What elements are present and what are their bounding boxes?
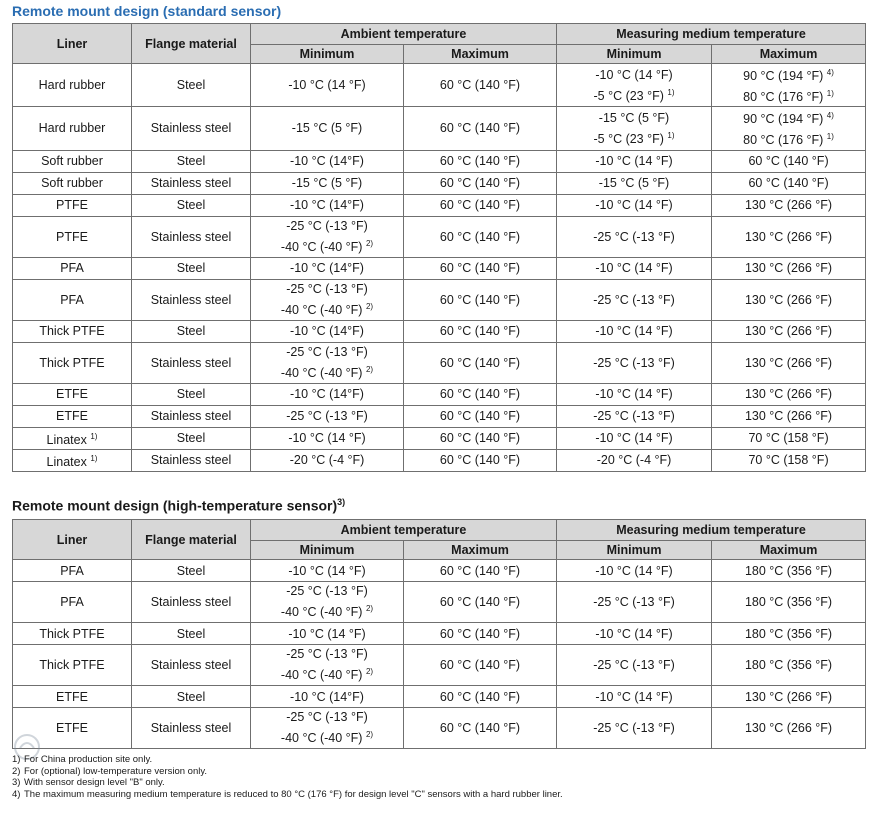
ambient-min-line: -25 °C (-13 °F) — [286, 282, 368, 297]
cell-medium-max — [712, 279, 866, 320]
header-medium-temperature: Measuring medium temperature — [557, 520, 866, 541]
ambient-min-line: -25 °C (-13 °F) — [286, 647, 368, 662]
table-row — [13, 686, 866, 708]
cell-liner: PFA — [13, 279, 132, 320]
ambient-min-line: -10 °C (14 °F) — [288, 626, 366, 641]
medium-min-line: -25 °C (-13 °F) — [593, 595, 675, 609]
cell-ambient-min — [251, 107, 404, 150]
cell-ambient-max: 60 °C (140 °F) — [404, 279, 557, 320]
cell-ambient-max: 60 °C (140 °F) — [404, 257, 557, 279]
cell-flange-material: Stainless steel — [132, 582, 251, 623]
footnote-item — [12, 777, 563, 789]
ambient-min-line: -15 °C (5 °F) — [291, 121, 363, 136]
cell-medium-min — [557, 645, 712, 686]
cell-medium-max — [712, 194, 866, 216]
cell-medium-max — [712, 623, 866, 645]
cell-ambient-min — [251, 449, 404, 471]
footnote-ref: 1) — [826, 132, 834, 142]
medium-max-line: 130 °C (266 °F) — [744, 721, 833, 735]
footnote-text: For China production site only. — [24, 754, 153, 765]
header-medium-min: Minimum — [557, 541, 712, 560]
header-liner: Liner — [13, 520, 132, 560]
cell-liner: ETFE — [13, 383, 132, 405]
cell-ambient-min — [251, 582, 404, 623]
ambient-min-line: -25 °C (-13 °F) — [286, 710, 368, 725]
standard-sensor-table — [12, 23, 866, 472]
ambient-min-line: -10 °C (14 °F) — [288, 78, 366, 93]
table-row — [13, 708, 866, 749]
table-row — [13, 107, 866, 150]
medium-max-line: 180 °C (356 °F) — [744, 563, 833, 578]
footnote-ref: 2) — [365, 604, 374, 614]
header-liner: Liner — [13, 24, 132, 64]
cell-ambient-max: 60 °C (140 °F) — [404, 686, 557, 708]
medium-min-line: -10 °C (14 °F) — [595, 261, 673, 276]
cell-medium-min — [557, 560, 712, 582]
medium-max-line: 60 °C (140 °F) — [748, 176, 829, 191]
header-medium-max: Maximum — [712, 541, 866, 560]
footnotes — [12, 754, 563, 800]
cell-flange-material: Steel — [132, 686, 251, 708]
medium-min-line: -10 °C (14 °F) — [595, 563, 673, 578]
table-row — [13, 405, 866, 427]
table-row — [13, 623, 866, 645]
header-medium-max: Maximum — [712, 45, 866, 64]
cell-flange-material: Stainless steel — [132, 279, 251, 320]
cell-ambient-max: 60 °C (140 °F) — [404, 172, 557, 194]
ambient-min-line: -25 °C (-13 °F) — [286, 409, 368, 424]
ambient-min-line: -15 °C (5 °F) — [291, 176, 363, 191]
cell-flange-material: Steel — [132, 194, 251, 216]
cell-medium-min — [557, 342, 712, 383]
ambient-min-line: -25 °C (-13 °F) — [286, 584, 368, 599]
cell-ambient-min — [251, 427, 404, 449]
cell-liner: PFA — [13, 560, 132, 582]
medium-min-line: -25 °C (-13 °F) — [593, 292, 675, 307]
footnote-ref: 2) — [365, 239, 374, 249]
medium-min-line: -25 °C (-13 °F) — [593, 355, 675, 370]
ambient-min-line: -10 °C (14°F) — [290, 689, 364, 704]
medium-max-line: 70 °C (158 °F) — [748, 453, 829, 468]
medium-max-line: 130 °C (266 °F) — [744, 198, 833, 213]
high-temp-sensor-table — [12, 519, 866, 749]
high-temp-sensor-rows — [13, 560, 866, 749]
cell-flange-material: Stainless steel — [132, 645, 251, 686]
cell-flange-material: Steel — [132, 150, 251, 172]
medium-min-line: -10 °C (14 °F) — [595, 67, 673, 82]
cell-medium-min — [557, 257, 712, 279]
cell-medium-max — [712, 582, 866, 623]
cell-ambient-min — [251, 64, 404, 107]
footnote-number: 2) — [12, 765, 21, 777]
cell-ambient-min — [251, 216, 404, 257]
cell-medium-min — [557, 64, 712, 107]
cell-ambient-max: 60 °C (140 °F) — [404, 107, 557, 150]
cell-medium-min — [557, 427, 712, 449]
cell-liner: PTFE — [13, 216, 132, 257]
medium-max-line: 130 °C (266 °F) — [744, 229, 833, 244]
footnote-item — [12, 766, 563, 778]
table-row — [13, 216, 866, 257]
footnote-ref: 1) — [667, 87, 675, 97]
cell-flange-material: Steel — [132, 320, 251, 342]
header-medium-temperature: Measuring medium temperature — [557, 24, 866, 45]
cell-ambient-max: 60 °C (140 °F) — [404, 194, 557, 216]
medium-min-line: -5 °C (23 °F) $^{1)}$ — [593, 87, 675, 103]
ambient-min-line: -40 °C (-40 °F) $^{2)}$ — [280, 239, 374, 255]
cell-liner: ETFE — [13, 708, 132, 749]
cell-flange-material: Steel — [132, 427, 251, 449]
ambient-min-line: -10 °C (14°F) — [290, 198, 364, 213]
cell-ambient-max: 60 °C (140 °F) — [404, 216, 557, 257]
cell-ambient-max: 60 °C (140 °F) — [404, 427, 557, 449]
cell-medium-max — [712, 645, 866, 686]
ambient-min-line: -20 °C (-4 °F) — [289, 453, 365, 468]
medium-min-line: -25 °C (-13 °F) — [593, 721, 675, 735]
cell-medium-min — [557, 708, 712, 749]
footnote-ref: 2) — [365, 730, 374, 740]
cell-flange-material: Stainless steel — [132, 216, 251, 257]
footnote-ref: 2) — [365, 365, 374, 375]
footnote-ref: 1) — [826, 89, 834, 99]
cell-medium-max — [712, 320, 866, 342]
cell-medium-min — [557, 623, 712, 645]
ambient-min-line: -40 °C (-40 °F) $^{2)}$ — [280, 604, 374, 620]
table-row — [13, 560, 866, 582]
cell-medium-min — [557, 320, 712, 342]
cell-ambient-max: 60 °C (140 °F) — [404, 405, 557, 427]
cell-ambient-min — [251, 257, 404, 279]
medium-min-line: -20 °C (-4 °F) — [596, 453, 672, 468]
footnote-text: For (optional) low-temperature version only. — [24, 765, 208, 777]
table-row — [13, 582, 866, 623]
table-row — [13, 342, 866, 383]
medium-max-line: 70 °C (158 °F) — [748, 431, 829, 446]
cell-liner: Linatex $^{1)}$ — [13, 449, 132, 471]
medium-max-line: 130 °C (266 °F) — [744, 387, 833, 402]
cell-medium-max — [712, 686, 866, 708]
medium-min-line: -10 °C (14 °F) — [595, 387, 673, 402]
header-ambient-max: Maximum — [404, 541, 557, 560]
cell-liner: Soft rubber — [13, 150, 132, 172]
cell-ambient-max: 60 °C (140 °F) — [404, 623, 557, 645]
cell-ambient-max: 60 °C (140 °F) — [404, 645, 557, 686]
footnote-ref: 1) — [667, 130, 675, 140]
cell-medium-min — [557, 582, 712, 623]
table-row — [13, 427, 866, 449]
ambient-min-line: -10 °C (14°F) — [290, 324, 364, 339]
cell-flange-material: Stainless steel — [132, 449, 251, 471]
medium-min-line: -15 °C (5 °F) — [598, 110, 670, 125]
medium-min-line: -10 °C (14 °F) — [595, 689, 673, 704]
cell-liner: Thick PTFE — [13, 342, 132, 383]
cell-ambient-min — [251, 279, 404, 320]
medium-max-line: 180 °C (356 °F) — [744, 658, 833, 672]
section-title-footnote-ref: 3) — [337, 497, 346, 507]
cell-liner: Thick PTFE — [13, 645, 132, 686]
cell-medium-min — [557, 449, 712, 471]
cell-medium-min — [557, 150, 712, 172]
cell-flange-material: Steel — [132, 623, 251, 645]
standard-sensor-rows — [13, 64, 866, 472]
cell-medium-max — [712, 64, 866, 107]
header-ambient-temperature: Ambient temperature — [251, 24, 557, 45]
table-row — [13, 645, 866, 686]
cell-medium-min — [557, 405, 712, 427]
ambient-min-line: -10 °C (14°F) — [290, 261, 364, 276]
medium-min-line: -25 °C (-13 °F) — [593, 658, 675, 672]
cell-medium-max — [712, 150, 866, 172]
cell-flange-material: Stainless steel — [132, 708, 251, 749]
section-title-high-temp — [12, 497, 345, 514]
table-row — [13, 172, 866, 194]
table-row — [13, 279, 866, 320]
medium-max-line: 130 °C (266 °F) — [744, 409, 833, 424]
cell-liner: Soft rubber — [13, 172, 132, 194]
cell-medium-max — [712, 257, 866, 279]
cell-medium-max — [712, 216, 866, 257]
medium-max-line: 90 °C (194 °F) $^{4)}$ — [743, 68, 834, 84]
cell-medium-min — [557, 279, 712, 320]
footnote-text: The maximum measuring medium temperature is reduced to 80 °C (176 °F) for design level "C" sensors with a hard rubber liner. — [24, 788, 563, 800]
header-flange-material: Flange material — [132, 520, 251, 560]
cell-medium-max — [712, 405, 866, 427]
cell-flange-material: Steel — [132, 257, 251, 279]
medium-min-line: -25 °C (-13 °F) — [593, 409, 675, 424]
medium-max-line: 180 °C (356 °F) — [744, 595, 833, 609]
cell-ambient-max: 60 °C (140 °F) — [404, 582, 557, 623]
ambient-min-line: -25 °C (-13 °F) — [286, 219, 368, 234]
footnote-text: With sensor design level "B" only. — [24, 777, 165, 788]
medium-max-line: 130 °C (266 °F) — [744, 689, 833, 704]
cell-flange-material: Steel — [132, 560, 251, 582]
cell-ambient-min — [251, 405, 404, 427]
medium-min-line: -25 °C (-13 °F) — [593, 229, 675, 244]
footnote-ref: 1) — [90, 431, 98, 441]
cell-medium-min — [557, 107, 712, 150]
ambient-min-line: -10 °C (14°F) — [290, 154, 364, 169]
medium-min-line: -5 °C (23 °F) $^{1)}$ — [593, 130, 675, 147]
cell-ambient-min — [251, 560, 404, 582]
cell-ambient-max: 60 °C (140 °F) — [404, 320, 557, 342]
cell-ambient-min — [251, 150, 404, 172]
table-row — [13, 449, 866, 471]
header-ambient-max: Maximum — [404, 45, 557, 64]
footnote-ref: 4) — [826, 68, 834, 77]
cell-ambient-max: 60 °C (140 °F) — [404, 383, 557, 405]
cell-liner: PTFE — [13, 194, 132, 216]
table-row — [13, 194, 866, 216]
ambient-min-line: -40 °C (-40 °F) $^{2)}$ — [280, 365, 374, 381]
cell-flange-material: Stainless steel — [132, 172, 251, 194]
ambient-min-line: -25 °C (-13 °F) — [286, 345, 368, 360]
cell-ambient-min — [251, 194, 404, 216]
cell-liner: PFA — [13, 582, 132, 623]
cell-medium-max — [712, 560, 866, 582]
cell-medium-max — [712, 107, 866, 150]
cell-liner: Linatex $^{1)}$ — [13, 427, 132, 449]
cell-liner: ETFE — [13, 405, 132, 427]
cell-medium-min — [557, 686, 712, 708]
medium-max-line: 130 °C (266 °F) — [744, 324, 833, 339]
medium-max-line: 130 °C (266 °F) — [744, 355, 833, 370]
medium-max-line: 80 °C (176 °F) $^{1)}$ — [743, 132, 834, 148]
cell-liner: ETFE — [13, 686, 132, 708]
cell-ambient-min — [251, 342, 404, 383]
medium-max-line: 130 °C (266 °F) — [744, 261, 833, 276]
footnote-number: 4) — [12, 788, 21, 800]
cell-ambient-max: 60 °C (140 °F) — [404, 342, 557, 383]
cell-ambient-min — [251, 383, 404, 405]
cell-medium-max — [712, 449, 866, 471]
footnote-ref: 2) — [365, 667, 374, 677]
cell-medium-max — [712, 708, 866, 749]
cell-flange-material: Steel — [132, 383, 251, 405]
header-ambient-min: Minimum — [251, 541, 404, 560]
medium-max-line: 130 °C (266 °F) — [744, 292, 833, 307]
medium-max-line: 60 °C (140 °F) — [748, 154, 829, 169]
cell-medium-max — [712, 342, 866, 383]
medium-min-line: -10 °C (14 °F) — [595, 626, 673, 641]
cell-ambient-max: 60 °C (140 °F) — [404, 560, 557, 582]
header-ambient-temperature: Ambient temperature — [251, 520, 557, 541]
cell-flange-material: Stainless steel — [132, 107, 251, 150]
cell-ambient-min — [251, 623, 404, 645]
medium-min-line: -10 °C (14 °F) — [595, 431, 673, 446]
ambient-min-line: -10 °C (14 °F) — [288, 563, 366, 578]
cell-liner: Thick PTFE — [13, 623, 132, 645]
cell-medium-min — [557, 383, 712, 405]
medium-max-line: 180 °C (356 °F) — [744, 626, 833, 641]
cell-medium-min — [557, 216, 712, 257]
medium-min-line: -10 °C (14 °F) — [595, 154, 673, 169]
ambient-min-line: -40 °C (-40 °F) $^{2)}$ — [280, 667, 374, 683]
cell-flange-material: Stainless steel — [132, 342, 251, 383]
cell-ambient-min — [251, 320, 404, 342]
medium-min-line: -10 °C (14 °F) — [595, 198, 673, 213]
footnote-item — [12, 789, 563, 801]
table-row — [13, 257, 866, 279]
table-row — [13, 320, 866, 342]
medium-min-line: -10 °C (14 °F) — [595, 324, 673, 339]
section-title-standard: Remote mount design (standard sensor) — [12, 3, 282, 19]
cell-medium-min — [557, 194, 712, 216]
cell-ambient-max: 60 °C (140 °F) — [404, 449, 557, 471]
cell-medium-max — [712, 383, 866, 405]
medium-max-line: 80 °C (176 °F) $^{1)}$ — [743, 89, 834, 105]
cell-flange-material: Steel — [132, 64, 251, 107]
cell-medium-max — [712, 427, 866, 449]
ambient-min-line: -10 °C (14 °F) — [288, 431, 366, 446]
medium-max-line: 90 °C (194 °F) $^{4)}$ — [743, 111, 834, 127]
cell-liner: Hard rubber — [13, 64, 132, 107]
footnote-number: 1) — [12, 754, 21, 765]
footnote-ref: 4) — [826, 111, 834, 121]
table-row — [13, 150, 866, 172]
header-medium-min: Minimum — [557, 45, 712, 64]
cell-ambient-min — [251, 708, 404, 749]
cell-ambient-max: 60 °C (140 °F) — [404, 150, 557, 172]
table-row — [13, 64, 866, 107]
ambient-min-line: -40 °C (-40 °F) $^{2)}$ — [280, 730, 374, 746]
section-title-high-temp-text: Remote mount design (high-temperature sensor) — [12, 497, 338, 514]
cell-ambient-min — [251, 686, 404, 708]
table-row — [13, 383, 866, 405]
cell-liner: PFA — [13, 257, 132, 279]
medium-min-line: -15 °C (5 °F) — [598, 176, 670, 191]
ambient-min-line: -10 °C (14°F) — [290, 387, 364, 402]
footnote-number: 3) — [12, 777, 21, 788]
cell-liner: Thick PTFE — [13, 320, 132, 342]
cell-medium-max — [712, 172, 866, 194]
cell-ambient-max: 60 °C (140 °F) — [404, 64, 557, 107]
footnote-item — [12, 754, 563, 766]
cell-ambient-min — [251, 645, 404, 686]
cell-flange-material: Stainless steel — [132, 405, 251, 427]
ambient-min-line: -40 °C (-40 °F) $^{2)}$ — [280, 302, 374, 318]
cell-ambient-min — [251, 172, 404, 194]
cell-ambient-max: 60 °C (140 °F) — [404, 708, 557, 749]
footnote-ref: 2) — [365, 302, 374, 312]
cell-liner: Hard rubber — [13, 107, 132, 150]
cell-medium-min — [557, 172, 712, 194]
header-ambient-min: Minimum — [251, 45, 404, 64]
header-flange-material: Flange material — [132, 24, 251, 64]
footnote-ref: 1) — [90, 453, 98, 463]
